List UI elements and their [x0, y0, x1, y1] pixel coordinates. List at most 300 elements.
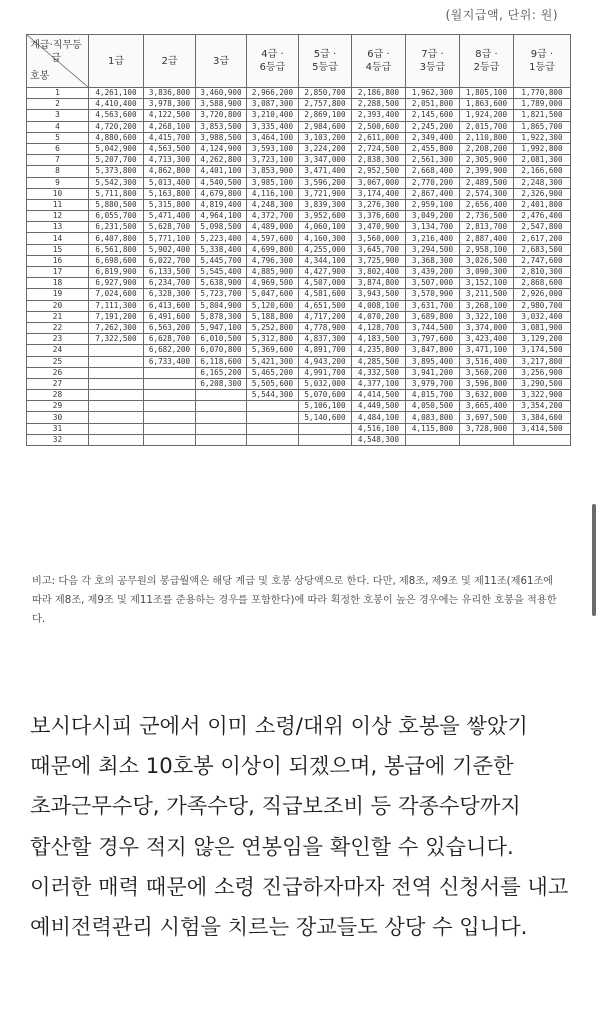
step-cell: 28 [27, 390, 89, 401]
step-cell: 16 [27, 255, 89, 266]
salary-cell: 4,372,700 [247, 211, 299, 222]
salary-cell: 3,632,000 [460, 390, 514, 401]
salary-cell: 3,081,900 [514, 322, 571, 333]
salary-cell: 3,376,600 [352, 211, 406, 222]
salary-cell: 2,867,400 [406, 188, 460, 199]
step-cell: 20 [27, 300, 89, 311]
column-header: 2급 [144, 35, 196, 88]
salary-cell: 4,083,800 [406, 412, 460, 423]
salary-cell: 5,465,200 [247, 367, 299, 378]
salary-cell: 4,060,100 [299, 222, 352, 233]
salary-cell: 4,717,200 [299, 311, 352, 322]
table-row [27, 244, 571, 255]
salary-cell: 3,570,900 [406, 289, 460, 300]
salary-cell: 6,491,600 [144, 311, 196, 322]
salary-cell: 4,332,500 [352, 367, 406, 378]
salary-cell: 3,507,000 [406, 278, 460, 289]
salary-cell: 3,322,100 [460, 311, 514, 322]
salary-cell [514, 434, 571, 445]
salary-cell: 3,067,000 [352, 177, 406, 188]
salary-cell: 3,174,500 [514, 345, 571, 356]
salary-cell: 3,134,700 [406, 222, 460, 233]
salary-cell: 5,902,400 [144, 244, 196, 255]
salary-cell: 3,723,100 [247, 155, 299, 166]
salary-cell: 3,256,900 [514, 367, 571, 378]
salary-cell: 3,853,900 [247, 166, 299, 177]
salary-cell: 2,288,500 [352, 99, 406, 110]
salary-cell [89, 345, 144, 356]
salary-cell: 3,026,500 [460, 255, 514, 266]
salary-cell: 3,090,300 [460, 267, 514, 278]
salary-cell [144, 423, 196, 434]
salary-cell [144, 390, 196, 401]
salary-cell: 1,805,100 [460, 88, 514, 99]
salary-cell [89, 378, 144, 389]
salary-cell: 3,210,400 [247, 110, 299, 121]
salary-cell: 5,421,300 [247, 356, 299, 367]
salary-cell: 4,484,100 [352, 412, 406, 423]
table-row [27, 322, 571, 333]
salary-cell: 2,186,800 [352, 88, 406, 99]
salary-cell: 2,724,500 [352, 143, 406, 154]
salary-cell: 3,423,400 [460, 334, 514, 345]
salary-cell: 3,978,300 [144, 99, 196, 110]
salary-cell: 3,797,600 [406, 334, 460, 345]
table-row [27, 110, 571, 121]
salary-cell: 2,166,600 [514, 166, 571, 177]
step-cell: 1 [27, 88, 89, 99]
salary-cell: 4,415,700 [144, 132, 196, 143]
step-cell: 22 [27, 322, 89, 333]
step-cell: 3 [27, 110, 89, 121]
salary-cell: 4,116,100 [247, 188, 299, 199]
salary-cell: 5,188,800 [247, 311, 299, 322]
table-row [27, 199, 571, 210]
salary-cell [144, 434, 196, 445]
salary-cell: 4,651,500 [299, 300, 352, 311]
step-cell: 11 [27, 199, 89, 210]
salary-cell: 5,544,300 [247, 390, 299, 401]
salary-cell: 5,098,500 [196, 222, 247, 233]
table-header-row [27, 35, 571, 88]
salary-cell: 4,255,000 [299, 244, 352, 255]
step-cell: 24 [27, 345, 89, 356]
salary-cell: 2,401,800 [514, 199, 571, 210]
salary-cell: 2,399,900 [460, 166, 514, 177]
salary-cell: 5,013,400 [144, 177, 196, 188]
salary-cell: 4,261,100 [89, 88, 144, 99]
salary-cell: 1,992,800 [514, 143, 571, 154]
salary-cell: 3,839,300 [299, 199, 352, 210]
salary-cell: 4,377,100 [352, 378, 406, 389]
salary-cell: 3,216,400 [406, 233, 460, 244]
salary-cell: 4,285,500 [352, 356, 406, 367]
salary-cell: 4,991,700 [299, 367, 352, 378]
salary-cell: 2,547,800 [514, 222, 571, 233]
step-cell: 6 [27, 143, 89, 154]
salary-cell: 2,747,600 [514, 255, 571, 266]
salary-cell: 2,326,900 [514, 188, 571, 199]
salary-cell: 2,869,100 [299, 110, 352, 121]
salary-cell: 1,865,700 [514, 121, 571, 132]
salary-cell [89, 390, 144, 401]
table-row [27, 423, 571, 434]
salary-cell: 3,268,100 [460, 300, 514, 311]
salary-cell [406, 434, 460, 445]
salary-cell: 2,393,400 [352, 110, 406, 121]
salary-cell: 6,682,200 [144, 345, 196, 356]
salary-cell: 6,022,700 [144, 255, 196, 266]
step-cell: 8 [27, 166, 89, 177]
salary-cell: 6,927,900 [89, 278, 144, 289]
salary-cell: 6,234,700 [144, 278, 196, 289]
salary-cell [196, 434, 247, 445]
salary-cell: 3,560,000 [352, 233, 406, 244]
salary-cell: 3,354,200 [514, 401, 571, 412]
salary-cell: 2,887,400 [460, 233, 514, 244]
step-cell: 29 [27, 401, 89, 412]
table-row [27, 99, 571, 110]
salary-cell: 2,668,400 [406, 166, 460, 177]
salary-cell: 6,628,700 [144, 334, 196, 345]
salary-cell: 3,129,200 [514, 334, 571, 345]
table-row [27, 166, 571, 177]
salary-cell: 3,985,100 [247, 177, 299, 188]
salary-cell: 7,191,200 [89, 311, 144, 322]
salary-cell [89, 412, 144, 423]
salary-cell: 4,516,100 [352, 423, 406, 434]
salary-cell [144, 378, 196, 389]
table-row [27, 255, 571, 266]
salary-cell: 4,262,800 [196, 155, 247, 166]
salary-cell: 3,645,700 [352, 244, 406, 255]
salary-cell: 1,922,300 [514, 132, 571, 143]
salary-table [26, 34, 571, 446]
salary-cell: 2,248,300 [514, 177, 571, 188]
salary-cell: 3,049,200 [406, 211, 460, 222]
scrollbar[interactable] [592, 504, 596, 616]
salary-cell: 5,369,600 [247, 345, 299, 356]
salary-cell: 4,449,500 [352, 401, 406, 412]
salary-cell: 3,347,000 [299, 155, 352, 166]
table-row [27, 88, 571, 99]
salary-cell: 6,118,600 [196, 356, 247, 367]
salary-cell: 6,698,600 [89, 255, 144, 266]
salary-cell [196, 401, 247, 412]
salary-cell: 4,235,800 [352, 345, 406, 356]
salary-cell: 3,211,500 [460, 289, 514, 300]
salary-cell: 5,471,400 [144, 211, 196, 222]
salary-cell: 3,384,600 [514, 412, 571, 423]
salary-cell: 2,476,400 [514, 211, 571, 222]
salary-cell: 4,540,500 [196, 177, 247, 188]
article-paragraph: 보시다시피 군에서 이미 소령/대위 이상 호봉을 쌓았기 때문에 최소 10호봉 이상이 되겠으며, 봉급에 기준한 초과근무수당, 가족수당, 직급보조비 등 각종수당까지 합산할 경우 적지 않은 연봉임을 확인할 수 있습니다. 이러한 매력 때문에 소령 진급하자마자 전역 신청서를 내고 예비전력관리 시험을 치르는 장교들도 상당 수 입니다. [30, 713, 569, 940]
salary-cell: 2,208,200 [460, 143, 514, 154]
salary-cell: 2,952,500 [352, 166, 406, 177]
salary-cell: 3,728,900 [460, 423, 514, 434]
salary-cell: 6,407,800 [89, 233, 144, 244]
table-row [27, 155, 571, 166]
salary-cell: 6,231,500 [89, 222, 144, 233]
table-row [27, 356, 571, 367]
salary-cell: 3,720,800 [196, 110, 247, 121]
salary-cell: 3,471,400 [299, 166, 352, 177]
salary-cell: 2,081,300 [514, 155, 571, 166]
salary-cell [196, 390, 247, 401]
step-cell: 17 [27, 267, 89, 278]
salary-cell: 5,106,100 [299, 401, 352, 412]
column-header: 1급 [89, 35, 144, 88]
salary-cell: 4,891,700 [299, 345, 352, 356]
salary-cell: 4,050,500 [406, 401, 460, 412]
salary-cell: 5,771,100 [144, 233, 196, 244]
step-cell: 25 [27, 356, 89, 367]
salary-cell [144, 367, 196, 378]
salary-cell: 3,847,800 [406, 345, 460, 356]
salary-cell: 2,617,200 [514, 233, 571, 244]
salary-cell: 2,656,400 [460, 199, 514, 210]
salary-cell: 4,819,400 [196, 199, 247, 210]
table-row [27, 289, 571, 300]
salary-cell: 5,047,600 [247, 289, 299, 300]
table-row [27, 390, 571, 401]
salary-cell: 3,988,500 [196, 132, 247, 143]
step-cell: 18 [27, 278, 89, 289]
salary-cell: 1,962,300 [406, 88, 460, 99]
table-row [27, 143, 571, 154]
salary-cell: 6,055,700 [89, 211, 144, 222]
salary-cell: 3,874,800 [352, 278, 406, 289]
unit-label: (월지급액, 단위: 원) [445, 8, 558, 22]
step-cell: 7 [27, 155, 89, 166]
salary-cell: 2,145,600 [406, 110, 460, 121]
salary-cell: 2,051,800 [406, 99, 460, 110]
salary-cell: 6,328,300 [144, 289, 196, 300]
table-row [27, 177, 571, 188]
salary-cell: 1,821,500 [514, 110, 571, 121]
salary-cell: 2,966,200 [247, 88, 299, 99]
table-row [27, 233, 571, 244]
salary-cell: 6,010,500 [196, 334, 247, 345]
salary-cell: 7,024,600 [89, 289, 144, 300]
salary-cell: 3,802,400 [352, 267, 406, 278]
salary-cell: 3,439,200 [406, 267, 460, 278]
salary-cell: 4,837,300 [299, 334, 352, 345]
salary-cell: 3,368,300 [406, 255, 460, 266]
salary-cell: 4,070,200 [352, 311, 406, 322]
salary-cell: 4,943,200 [299, 356, 352, 367]
table-row [27, 334, 571, 345]
salary-cell: 3,032,400 [514, 311, 571, 322]
salary-cell: 6,563,200 [144, 322, 196, 333]
salary-cell: 2,611,000 [352, 132, 406, 143]
salary-cell: 5,140,600 [299, 412, 352, 423]
table-body [27, 88, 571, 446]
salary-cell: 3,103,200 [299, 132, 352, 143]
step-cell: 5 [27, 132, 89, 143]
column-header: 3급 [196, 35, 247, 88]
salary-cell: 4,581,600 [299, 289, 352, 300]
column-header: 9급 · 1등급 [514, 35, 571, 88]
salary-cell: 3,087,300 [247, 99, 299, 110]
salary-cell [196, 412, 247, 423]
salary-cell: 2,770,200 [406, 177, 460, 188]
step-cell: 27 [27, 378, 89, 389]
step-cell: 32 [27, 434, 89, 445]
salary-cell: 2,810,300 [514, 267, 571, 278]
salary-cell: 1,863,600 [460, 99, 514, 110]
salary-cell: 2,926,000 [514, 289, 571, 300]
salary-cell: 5,804,900 [196, 300, 247, 311]
salary-cell: 3,943,500 [352, 289, 406, 300]
table-row [27, 121, 571, 132]
salary-cell: 5,505,600 [247, 378, 299, 389]
salary-cell: 6,208,300 [196, 378, 247, 389]
salary-cell: 3,952,600 [299, 211, 352, 222]
salary-cell: 2,736,500 [460, 211, 514, 222]
salary-cell: 4,885,900 [247, 267, 299, 278]
salary-cell: 4,410,400 [89, 99, 144, 110]
table-row [27, 188, 571, 199]
salary-cell: 4,563,600 [89, 110, 144, 121]
salary-cell: 5,723,700 [196, 289, 247, 300]
salary-cell: 4,597,600 [247, 233, 299, 244]
salary-cell: 3,895,400 [406, 356, 460, 367]
salary-cell: 2,838,300 [352, 155, 406, 166]
salary-cell: 3,276,300 [352, 199, 406, 210]
salary-cell [247, 412, 299, 423]
salary-cell: 2,455,800 [406, 143, 460, 154]
salary-cell: 4,015,700 [406, 390, 460, 401]
table-row [27, 278, 571, 289]
salary-cell: 6,165,200 [196, 367, 247, 378]
salary-cell: 6,733,400 [144, 356, 196, 367]
salary-cell: 3,470,900 [352, 222, 406, 233]
salary-cell [89, 401, 144, 412]
step-cell: 13 [27, 222, 89, 233]
column-header: 6급 · 4등급 [352, 35, 406, 88]
salary-cell: 4,720,200 [89, 121, 144, 132]
table-row [27, 434, 571, 445]
table-row [27, 345, 571, 356]
salary-cell: 2,574,300 [460, 188, 514, 199]
salary-cell: 1,789,000 [514, 99, 571, 110]
salary-cell: 4,713,300 [144, 155, 196, 166]
salary-cell: 3,464,100 [247, 132, 299, 143]
salary-cell: 2,958,100 [460, 244, 514, 255]
salary-cell: 3,744,500 [406, 322, 460, 333]
salary-cell: 4,880,600 [89, 132, 144, 143]
salary-cell: 5,070,600 [299, 390, 352, 401]
salary-cell: 7,262,300 [89, 322, 144, 333]
salary-cell: 2,245,200 [406, 121, 460, 132]
step-cell: 14 [27, 233, 89, 244]
salary-cell: 3,631,700 [406, 300, 460, 311]
salary-cell: 5,032,000 [299, 378, 352, 389]
salary-cell: 4,344,100 [299, 255, 352, 266]
salary-cell: 4,115,800 [406, 423, 460, 434]
salary-cell: 5,638,900 [196, 278, 247, 289]
salary-cell: 5,207,700 [89, 155, 144, 166]
table-row [27, 222, 571, 233]
salary-cell [89, 367, 144, 378]
salary-cell: 3,294,500 [406, 244, 460, 255]
salary-cell: 2,980,700 [514, 300, 571, 311]
step-cell: 31 [27, 423, 89, 434]
step-cell: 26 [27, 367, 89, 378]
salary-cell [144, 412, 196, 423]
salary-cell: 5,711,800 [89, 188, 144, 199]
salary-cell: 4,183,500 [352, 334, 406, 345]
salary-cell: 4,548,300 [352, 434, 406, 445]
salary-cell: 4,507,000 [299, 278, 352, 289]
salary-cell: 3,941,200 [406, 367, 460, 378]
salary-cell: 4,563,500 [144, 143, 196, 154]
salary-cell: 2,305,900 [460, 155, 514, 166]
salary-cell: 3,689,800 [406, 311, 460, 322]
salary-cell: 2,110,800 [460, 132, 514, 143]
salary-cell: 7,322,500 [89, 334, 144, 345]
salary-cell: 2,850,700 [299, 88, 352, 99]
table-row [27, 267, 571, 278]
salary-cell: 4,160,300 [299, 233, 352, 244]
salary-cell: 5,120,600 [247, 300, 299, 311]
salary-cell: 5,880,500 [89, 199, 144, 210]
salary-cell: 3,460,900 [196, 88, 247, 99]
salary-cell: 4,122,500 [144, 110, 196, 121]
salary-cell: 3,979,700 [406, 378, 460, 389]
salary-cell: 2,984,600 [299, 121, 352, 132]
salary-cell: 4,427,900 [299, 267, 352, 278]
salary-cell: 4,489,000 [247, 222, 299, 233]
salary-cell: 5,545,400 [196, 267, 247, 278]
salary-cell: 2,959,100 [406, 199, 460, 210]
column-header: 4급 · 6등급 [247, 35, 299, 88]
salary-cell: 4,008,100 [352, 300, 406, 311]
salary-cell: 4,401,100 [196, 166, 247, 177]
salary-cell: 3,596,800 [460, 378, 514, 389]
salary-cell: 4,124,900 [196, 143, 247, 154]
salary-cell: 4,699,800 [247, 244, 299, 255]
step-cell: 12 [27, 211, 89, 222]
salary-cell: 3,414,500 [514, 423, 571, 434]
salary-cell [247, 434, 299, 445]
step-cell: 30 [27, 412, 89, 423]
salary-cell: 6,413,600 [144, 300, 196, 311]
salary-cell: 4,778,900 [299, 322, 352, 333]
salary-cell [144, 401, 196, 412]
salary-cell: 2,500,600 [352, 121, 406, 132]
salary-cell: 1,770,800 [514, 88, 571, 99]
salary-cell: 2,489,500 [460, 177, 514, 188]
salary-cell [247, 401, 299, 412]
salary-cell: 3,596,200 [299, 177, 352, 188]
salary-cell: 4,128,700 [352, 322, 406, 333]
salary-cell [89, 434, 144, 445]
step-cell: 4 [27, 121, 89, 132]
salary-cell [299, 434, 352, 445]
salary-cell: 5,252,800 [247, 322, 299, 333]
salary-cell: 4,679,800 [196, 188, 247, 199]
salary-cell [196, 423, 247, 434]
salary-cell: 3,697,500 [460, 412, 514, 423]
salary-cell: 3,335,400 [247, 121, 299, 132]
salary-cell [89, 423, 144, 434]
salary-cell [89, 356, 144, 367]
salary-cell: 5,947,100 [196, 322, 247, 333]
salary-cell: 2,757,800 [299, 99, 352, 110]
salary-cell: 5,312,800 [247, 334, 299, 345]
